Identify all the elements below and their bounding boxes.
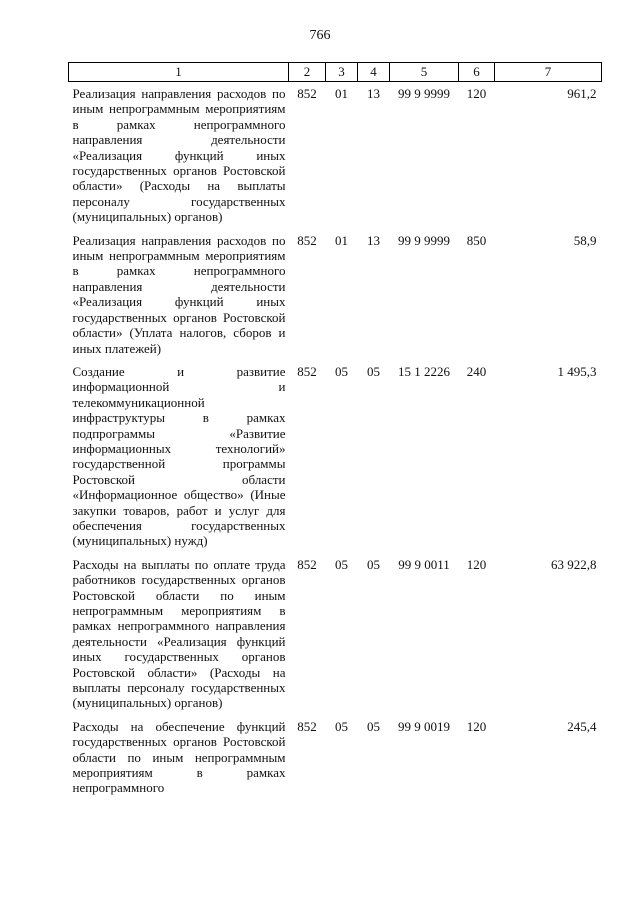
row-amount: 961,2 <box>567 86 597 101</box>
row-ministry-code: 852 <box>297 363 317 379</box>
row-amount: 63 922,8 <box>551 556 597 572</box>
row-target-code: 99 9 0019 <box>398 718 450 734</box>
row-ministry-code: 852 <box>297 556 317 572</box>
row-description: Реализация направления расходов по иным непрограммным мероприятиям в рамках непрограммного направления деятельности «Реализация функций иных государственных органов Ростовской области» (Уплата налогов, сборов и иных платежей) <box>72 232 286 356</box>
row-amount: 245,4 <box>567 718 597 734</box>
row-subsection-code: 05 <box>367 718 380 734</box>
column-header-1: 1 <box>69 63 289 82</box>
row-target-code: 99 9 0011 <box>398 556 450 572</box>
row-subsection-code: 05 <box>367 363 380 379</box>
table-row <box>69 233 602 364</box>
table-row <box>69 557 602 719</box>
column-header-4: 4 <box>358 63 390 82</box>
row-expense-type: 120 <box>466 718 487 734</box>
table-header-row <box>69 63 602 82</box>
row-target-code: 15 1 2226 <box>398 363 450 379</box>
row-section-code: 05 <box>335 363 348 379</box>
table-row <box>69 364 602 557</box>
row-expense-type: 240 <box>466 363 487 379</box>
column-header-3: 3 <box>326 63 358 82</box>
row-description: Создание и развитие информационной и телекоммуникационной инфраструктуры в рамках подпрограммы «Развитие информационных технологий» государственной программы Ростовской области «Информационное общество» (Иные закупки товаров, работ и услуг для обеспечения государственных (муниципальных) нужд) <box>72 363 286 549</box>
row-expense-type: 120 <box>466 86 487 101</box>
row-section-code: 05 <box>335 556 348 572</box>
column-header-7: 7 <box>495 63 602 82</box>
row-ministry-code: 852 <box>297 718 317 734</box>
table-row <box>69 82 602 233</box>
row-subsection-code: 13 <box>367 232 380 248</box>
row-target-code: 99 9 9999 <box>398 232 450 248</box>
column-header-2: 2 <box>289 63 326 82</box>
page-number: 766 <box>309 28 331 43</box>
row-ministry-code: 852 <box>297 232 317 248</box>
row-expense-type: 850 <box>466 232 487 248</box>
row-subsection-code: 05 <box>367 556 380 572</box>
budget-table <box>68 62 602 804</box>
row-section-code: 01 <box>335 232 348 248</box>
row-section-code: 05 <box>335 718 348 734</box>
table-row <box>69 719 602 804</box>
row-expense-type: 120 <box>466 556 487 572</box>
row-target-code: 99 9 9999 <box>398 86 450 101</box>
column-header-5: 5 <box>390 63 459 82</box>
row-subsection-code: 13 <box>367 86 380 101</box>
column-header-6: 6 <box>459 63 495 82</box>
row-ministry-code: 852 <box>297 86 317 101</box>
row-description: Расходы на обеспечение функций государственных органов Ростовской области по иным непрограммным мероприятиям в рамках непрограммного <box>72 718 286 796</box>
row-amount: 58,9 <box>573 232 597 248</box>
row-amount: 1 495,3 <box>557 363 597 379</box>
row-description: Расходы на выплаты по оплате труда работников государственных органов Ростовской области по иным непрограммным мероприятиям в рамках непрограммного направления деятельности «Реализация функций иных государственных органов Ростовской области» (Расходы на выплаты персоналу государственных (муниципальных) органов) <box>72 556 286 711</box>
row-section-code: 01 <box>335 86 348 101</box>
row-description: Реализация направления расходов по иным непрограммным мероприятиям в рамках непрограммного направления деятельности «Реализация функций иных государственных органов Ростовской области» (Расходы на выплаты персоналу государственных (муниципальных) органов) <box>72 86 286 225</box>
